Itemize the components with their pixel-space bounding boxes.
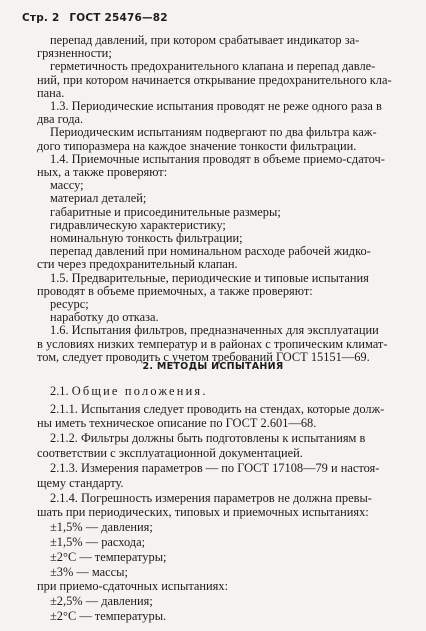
text-line: 1.3. Периодические испытания проводят не реже одного раза в — [50, 99, 382, 113]
list-item: перепад давлений при номинальном расходе рабочей жидко- — [50, 244, 371, 259]
text-line: ний, при котором начинается открывание предохранительного кла- — [37, 72, 392, 87]
tolerance-item: ±2°С — температуры. — [50, 609, 167, 623]
text-line: ных, а также проверяют: — [37, 165, 168, 179]
text-line: герметичность предохранительного клапана и перепад давле- — [50, 59, 376, 74]
text-line: сти через предохранительный клапан. — [37, 257, 238, 272]
tolerance-item: ±2,5% — давления; — [50, 594, 153, 608]
text-line: проводят в объеме приемочных, а также проверяют: — [37, 283, 313, 298]
text-line: грязненности; — [37, 46, 112, 61]
text-line: 1.5. Предварительные, периодические и типовые испытания — [50, 270, 369, 285]
text-line: дого типоразмера на каждое значение тонкости фильтрации. — [37, 138, 357, 153]
text-line: два года. — [37, 112, 84, 127]
text-line: щему стандарту. — [37, 476, 124, 490]
list-item: массу; — [50, 178, 84, 193]
list-item: наработку до отказа. — [50, 310, 159, 325]
subsection-heading — [50, 384, 208, 398]
list-item: номинальную тонкость фильтрации; — [50, 231, 243, 245]
page-header — [22, 12, 174, 24]
text-line: том, следует проводить с учетом требований ГОСТ 15151—69. — [37, 349, 370, 364]
list-item: гидравлическую характеристику; — [50, 217, 226, 232]
text-line: 2.1.3. Измерения параметров — по ГОСТ 17108—79 и настоя- — [50, 461, 380, 475]
section-heading: 2. МЕТОДЫ ИСПЫТАНИЯ — [142, 361, 284, 372]
text-line: пана. — [37, 85, 65, 100]
text-line: перепад давлений, при котором срабатывает индикатор за- — [50, 33, 360, 47]
list-item: габаритные и присоединительные размеры; — [50, 204, 281, 219]
tolerance-item: ±2°С — температуры; — [50, 550, 167, 564]
text-line: Периодическим испытаниям подвергают по два фильтра каж- — [50, 125, 377, 140]
text-line: ны иметь техническое описание по ГОСТ 2.601—68. — [37, 416, 317, 430]
tolerance-item: ±1,5% — расхода; — [50, 535, 146, 549]
tolerance-item: ±3% — массы; — [50, 565, 128, 579]
text-line: 1.6. Испытания фильтров, предназначенных для эксплуатации — [50, 323, 379, 338]
text-line: 2.1.2. Фильтры должны быть подготовлены к испытаниям в — [50, 431, 366, 445]
text-line: шать при периодических, типовых и приемочных испытаниях: — [37, 505, 369, 519]
text-line: 2.1.1. Испытания следует проводить на стендах, которые долж- — [50, 402, 385, 416]
list-item: ресурс; — [50, 297, 89, 311]
list-item: материал деталей; — [50, 191, 147, 206]
text-line: при приемо-сдаточных испытаниях: — [37, 579, 229, 593]
subsection-title: Общие положения. — [71, 384, 208, 398]
text-line: в условиях низких температур и в районах с тропическим климат- — [37, 336, 388, 351]
tolerance-item: ±1,5% — давления; — [50, 520, 153, 534]
text-line: соответствии с эксплуатационной документацией. — [37, 446, 303, 460]
standard-designation: ГОСТ 25476—82 — [69, 12, 168, 24]
text-line: 2.1.4. Погрешность измерения параметров не должна превы- — [50, 491, 372, 505]
text-line: 1.4. Приемочные испытания проводят в объеме приемо-сдаточ- — [50, 151, 385, 166]
subsection-number: 2.1. — [50, 384, 69, 398]
page-number: Стр. 2 — [22, 12, 60, 24]
